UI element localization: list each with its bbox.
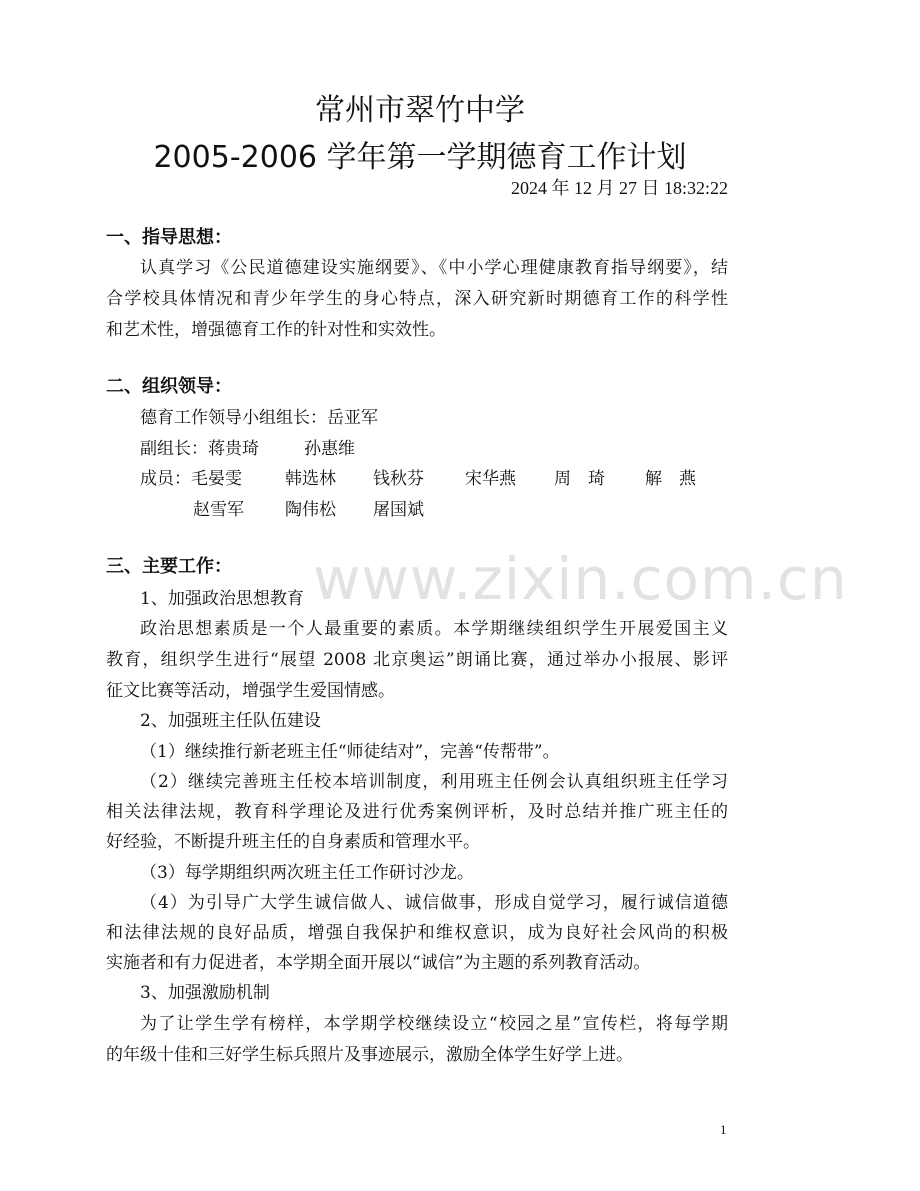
- item-title: 2、加强班主任队伍建设: [140, 711, 321, 731]
- member-name: 宋华燕: [465, 469, 516, 489]
- paragraph-line: （1）继续推行新老班主任“师徒结对”，完善“传帮带”。: [140, 742, 560, 762]
- deputy-leader-2: 孙惠维: [304, 439, 355, 459]
- section-heading-organization: 二、组织领导：: [106, 376, 232, 397]
- document-title-plan: 2005-2006 学年第一学期德育工作计划: [153, 140, 687, 175]
- member-name: 钱秋芬: [373, 469, 424, 489]
- item-title: 1、加强政治思想教育: [140, 589, 304, 609]
- paragraph-line: 政治思想素质是一个人最重要的素质。本学期继续组织学生开展爱国主义: [140, 619, 728, 639]
- paragraph-line: 征文比赛等活动，增强学生爱国情感。: [106, 681, 395, 701]
- member-name: 陶伟松: [285, 500, 336, 520]
- paragraph-line: 和艺术性，增强德育工作的针对性和实效性。: [106, 320, 446, 340]
- paragraph-line: 合学校具体情况和青少年学生的身心特点，深入研究新时期德育工作的科学性: [106, 289, 728, 309]
- members-label: 成员：毛晏雯: [140, 469, 242, 489]
- paragraph-line: 教育，组织学生进行“展望 2008 北京奥运”朗诵比赛，通过举办小报展、影评: [106, 650, 728, 670]
- member-name: 解 燕: [645, 469, 696, 489]
- paragraph-line: 实施者和有力促进者，本学期全面开展以“诚信”为主题的系列教育活动。: [106, 953, 651, 973]
- leader-line: 德育工作领导小组组长：岳亚军: [140, 408, 378, 428]
- paragraph-line: 的年级十佳和三好学生标兵照片及事迹展示，激励全体学生好学上进。: [106, 1045, 633, 1065]
- document-title-school: 常州市翠竹中学: [315, 93, 525, 128]
- section-heading-main-work: 三、主要工作：: [106, 556, 232, 577]
- paragraph-line: 为了让学生学有榜样，本学期学校继续设立“校园之星”宣传栏，将每学期: [140, 1014, 728, 1034]
- paragraph-line: 和法律法规的良好品质，增强自我保护和维权意识，成为良好社会风尚的积极: [106, 923, 728, 943]
- paragraph-line: 认真学习《公民道德建设实施纲要》、《中小学心理健康教育指导纲要》，结: [140, 258, 728, 278]
- item-title: 3、加强激励机制: [140, 983, 270, 1003]
- watermark: www.zixin.com.cn: [313, 545, 848, 613]
- member-name: 韩选林: [285, 469, 336, 489]
- member-name: 屠国斌: [373, 500, 424, 520]
- paragraph-line: 好经验，不断提升班主任的自身素质和管理水平。: [106, 832, 480, 852]
- page-number: 1: [720, 1122, 727, 1137]
- deputy-leader: 副组长：蒋贵琦: [140, 439, 259, 459]
- member-name: 赵雪军: [193, 500, 244, 520]
- paragraph-line: （3）每学期组织两次班主任工作研讨沙龙。: [140, 863, 474, 883]
- paragraph-line: （4）为引导广大学生诚信做人、诚信做事，形成自觉学习，履行诚信道德: [140, 893, 728, 913]
- paragraph-line: 相关法律法规，教育科学理论及进行优秀案例评析，及时总结并推广班主任的: [106, 802, 728, 822]
- member-name: 周 琦: [554, 469, 605, 489]
- document-datetime: 2024 年 12 月 27 日 18:32:22: [510, 178, 728, 198]
- paragraph-line: （2）继续完善班主任校本培训制度，利用班主任例会认真组织班主任学习: [140, 772, 728, 792]
- section-heading-guiding-thought: 一、指导思想：: [106, 227, 232, 248]
